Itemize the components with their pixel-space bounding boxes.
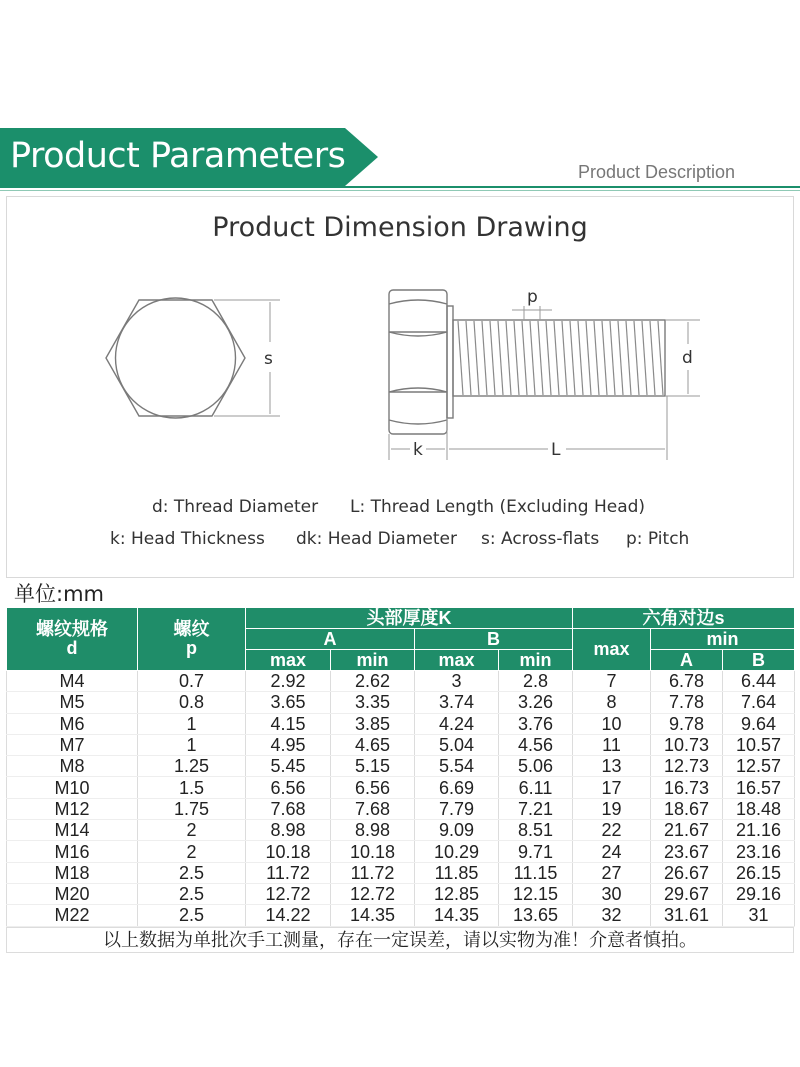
table-cell: 11.72 xyxy=(331,862,415,883)
table-cell: 5.04 xyxy=(415,734,499,755)
table-cell: M10 xyxy=(7,777,138,798)
table-cell: 11.15 xyxy=(499,862,573,883)
table-cell: M4 xyxy=(7,671,138,692)
table-cell: 11 xyxy=(573,734,651,755)
header-min-a: A xyxy=(651,650,723,671)
table-cell: 4.95 xyxy=(246,734,331,755)
table-cell: 22 xyxy=(573,820,651,841)
table-cell: M18 xyxy=(7,862,138,883)
table-cell: 5.06 xyxy=(499,756,573,777)
table-cell: 7.68 xyxy=(331,798,415,819)
table-cell: 5.54 xyxy=(415,756,499,777)
table-cell: 16.73 xyxy=(651,777,723,798)
table-cell: 6.11 xyxy=(499,777,573,798)
table-cell: M20 xyxy=(7,883,138,904)
table-cell: 7 xyxy=(573,671,651,692)
table-cell: 26.15 xyxy=(723,862,795,883)
table-cell: 11.85 xyxy=(415,862,499,883)
header-pitch xyxy=(138,608,246,671)
table-cell: 4.15 xyxy=(246,713,331,734)
table-cell: M7 xyxy=(7,734,138,755)
table-row xyxy=(7,734,795,755)
table-cell: M6 xyxy=(7,713,138,734)
table-cell: 16.57 xyxy=(723,777,795,798)
table-cell: 14.35 xyxy=(415,905,499,926)
table-cell: 14.35 xyxy=(331,905,415,926)
table-row xyxy=(7,692,795,713)
table-cell: 10.57 xyxy=(723,734,795,755)
header-b-max: max xyxy=(415,650,499,671)
label-p: p xyxy=(527,287,538,307)
table-cell: 12.72 xyxy=(246,883,331,904)
header-divider xyxy=(0,186,800,188)
table-cell: 7.21 xyxy=(499,798,573,819)
table-cell: M14 xyxy=(7,820,138,841)
table-cell: 4.24 xyxy=(415,713,499,734)
table-cell: 10.29 xyxy=(415,841,499,862)
table-cell: M22 xyxy=(7,905,138,926)
table-cell: 2.5 xyxy=(138,883,246,904)
table-cell: 13 xyxy=(573,756,651,777)
header-head-a: A xyxy=(246,629,415,650)
table-cell: 0.7 xyxy=(138,671,246,692)
table-cell: 4.65 xyxy=(331,734,415,755)
table-cell: M5 xyxy=(7,692,138,713)
header-head-b: B xyxy=(415,629,573,650)
table-cell: 7.64 xyxy=(723,692,795,713)
table-cell: 2.8 xyxy=(499,671,573,692)
table-cell: 8 xyxy=(573,692,651,713)
table-cell: 1.25 xyxy=(138,756,246,777)
table-cell: 23.16 xyxy=(723,841,795,862)
table-cell: 9.64 xyxy=(723,713,795,734)
table-cell: 27 xyxy=(573,862,651,883)
legend-thread-diameter: d: Thread Diameter xyxy=(152,497,319,517)
header-pitch-sub: p xyxy=(186,638,197,658)
table-cell: 12.73 xyxy=(651,756,723,777)
banner-title: Product Parameters xyxy=(10,136,346,176)
table-cell: 9.09 xyxy=(415,820,499,841)
table-cell: 24 xyxy=(573,841,651,862)
header-divider-thin xyxy=(0,190,800,191)
table-cell: 32 xyxy=(573,905,651,926)
table-cell: 29.67 xyxy=(651,883,723,904)
table-cell: 21.16 xyxy=(723,820,795,841)
legend-across-flats: s: Across-flats xyxy=(481,529,600,549)
measurement-note: 以上数据为单批次手工测量，存在一定误差，请以实物为准！介意者慎拍。 xyxy=(6,927,794,953)
table-cell: 18.67 xyxy=(651,798,723,819)
table-cell: 30 xyxy=(573,883,651,904)
header-a-min: min xyxy=(331,650,415,671)
legend-thread-length: L: Thread Length (Excluding Head) xyxy=(350,497,646,517)
table-cell: 6.69 xyxy=(415,777,499,798)
table-cell: 12.15 xyxy=(499,883,573,904)
table-cell: 7.78 xyxy=(651,692,723,713)
table-cell: 19 xyxy=(573,798,651,819)
table-cell: 3.65 xyxy=(246,692,331,713)
table-cell: 10.18 xyxy=(331,841,415,862)
table-cell: 6.56 xyxy=(331,777,415,798)
table-cell: 4.56 xyxy=(499,734,573,755)
table-cell: 1 xyxy=(138,713,246,734)
table-cell: 6.56 xyxy=(246,777,331,798)
table-cell: 5.45 xyxy=(246,756,331,777)
header-hex-min: min xyxy=(651,629,795,650)
table-cell: M12 xyxy=(7,798,138,819)
table-cell: 2.5 xyxy=(138,862,246,883)
table-cell: 12.85 xyxy=(415,883,499,904)
table-body xyxy=(7,671,795,927)
label-d: d xyxy=(682,348,693,368)
table-cell: 26.67 xyxy=(651,862,723,883)
table-cell: 6.44 xyxy=(723,671,795,692)
label-s: s xyxy=(264,349,273,369)
dimension-k-L xyxy=(389,396,667,460)
table-cell: 1 xyxy=(138,734,246,755)
table-cell: 18.48 xyxy=(723,798,795,819)
table-cell: 7.68 xyxy=(246,798,331,819)
table-cell: 3.26 xyxy=(499,692,573,713)
table-cell: 7.79 xyxy=(415,798,499,819)
table-cell: 29.16 xyxy=(723,883,795,904)
table-cell: 2.62 xyxy=(331,671,415,692)
drawing-title: Product Dimension Drawing xyxy=(212,212,588,243)
table-row xyxy=(7,820,795,841)
table-row xyxy=(7,756,795,777)
table-cell: 10 xyxy=(573,713,651,734)
header-min-b: B xyxy=(723,650,795,671)
hex-head-front-view xyxy=(106,298,270,418)
legend-head-diameter: dk: Head Diameter xyxy=(296,529,457,549)
header-a-max: max xyxy=(246,650,331,671)
table-cell: 1.75 xyxy=(138,798,246,819)
header-head-thickness: 头部厚度K xyxy=(246,608,573,629)
table-cell: 10.73 xyxy=(651,734,723,755)
table-cell: 1.5 xyxy=(138,777,246,798)
header-spec-sub: d xyxy=(66,638,78,658)
table-cell: 5.15 xyxy=(331,756,415,777)
thread-pattern xyxy=(458,321,663,395)
header-spec xyxy=(7,608,138,671)
label-L: L xyxy=(551,440,561,460)
section-subtitle: Product Description xyxy=(578,162,736,182)
header-b-min: min xyxy=(499,650,573,671)
table-cell: 10.18 xyxy=(246,841,331,862)
table-cell: M8 xyxy=(7,756,138,777)
header-pitch-label: 螺纹 xyxy=(173,619,210,639)
table-cell: M16 xyxy=(7,841,138,862)
table-cell: 17 xyxy=(573,777,651,798)
header-hex-max: max xyxy=(573,629,651,671)
table-row xyxy=(7,671,795,692)
table-row xyxy=(7,883,795,904)
table-cell: 3.35 xyxy=(331,692,415,713)
unit-label: 单位:mm xyxy=(14,582,104,606)
header-across-flats: 六角对边s xyxy=(573,608,795,629)
table-cell: 3.76 xyxy=(499,713,573,734)
table-cell: 13.65 xyxy=(499,905,573,926)
table-cell: 3.85 xyxy=(331,713,415,734)
dimension-p xyxy=(512,306,552,320)
table-cell: 31 xyxy=(723,905,795,926)
table-cell: 0.8 xyxy=(138,692,246,713)
table-cell: 14.22 xyxy=(246,905,331,926)
table-cell: 2 xyxy=(138,820,246,841)
table-cell: 8.98 xyxy=(246,820,331,841)
table-row xyxy=(7,841,795,862)
table-cell: 12.72 xyxy=(331,883,415,904)
table-cell: 31.61 xyxy=(651,905,723,926)
header-spec-label: 螺纹规格 xyxy=(36,619,108,639)
table-cell: 8.98 xyxy=(331,820,415,841)
bolt-side-view xyxy=(389,290,665,434)
legend-pitch: p: Pitch xyxy=(626,529,690,549)
table-cell: 21.67 xyxy=(651,820,723,841)
table-row xyxy=(7,862,795,883)
table-cell: 8.51 xyxy=(499,820,573,841)
specification-table xyxy=(6,607,794,953)
table-cell: 12.57 xyxy=(723,756,795,777)
table-row xyxy=(7,905,795,926)
table-row xyxy=(7,713,795,734)
bolt-dimension-drawing xyxy=(0,270,800,470)
table-cell: 6.78 xyxy=(651,671,723,692)
table-cell: 3.74 xyxy=(415,692,499,713)
legend-head-thickness: k: Head Thickness xyxy=(110,529,265,549)
table-cell: 23.67 xyxy=(651,841,723,862)
table-cell: 2.92 xyxy=(246,671,331,692)
table-cell: 2.5 xyxy=(138,905,246,926)
table-cell: 9.78 xyxy=(651,713,723,734)
table-row xyxy=(7,777,795,798)
table-cell: 2 xyxy=(138,841,246,862)
table-cell: 3 xyxy=(415,671,499,692)
table-cell: 9.71 xyxy=(499,841,573,862)
table-cell: 11.72 xyxy=(246,862,331,883)
table-row xyxy=(7,798,795,819)
label-k: k xyxy=(413,440,423,460)
